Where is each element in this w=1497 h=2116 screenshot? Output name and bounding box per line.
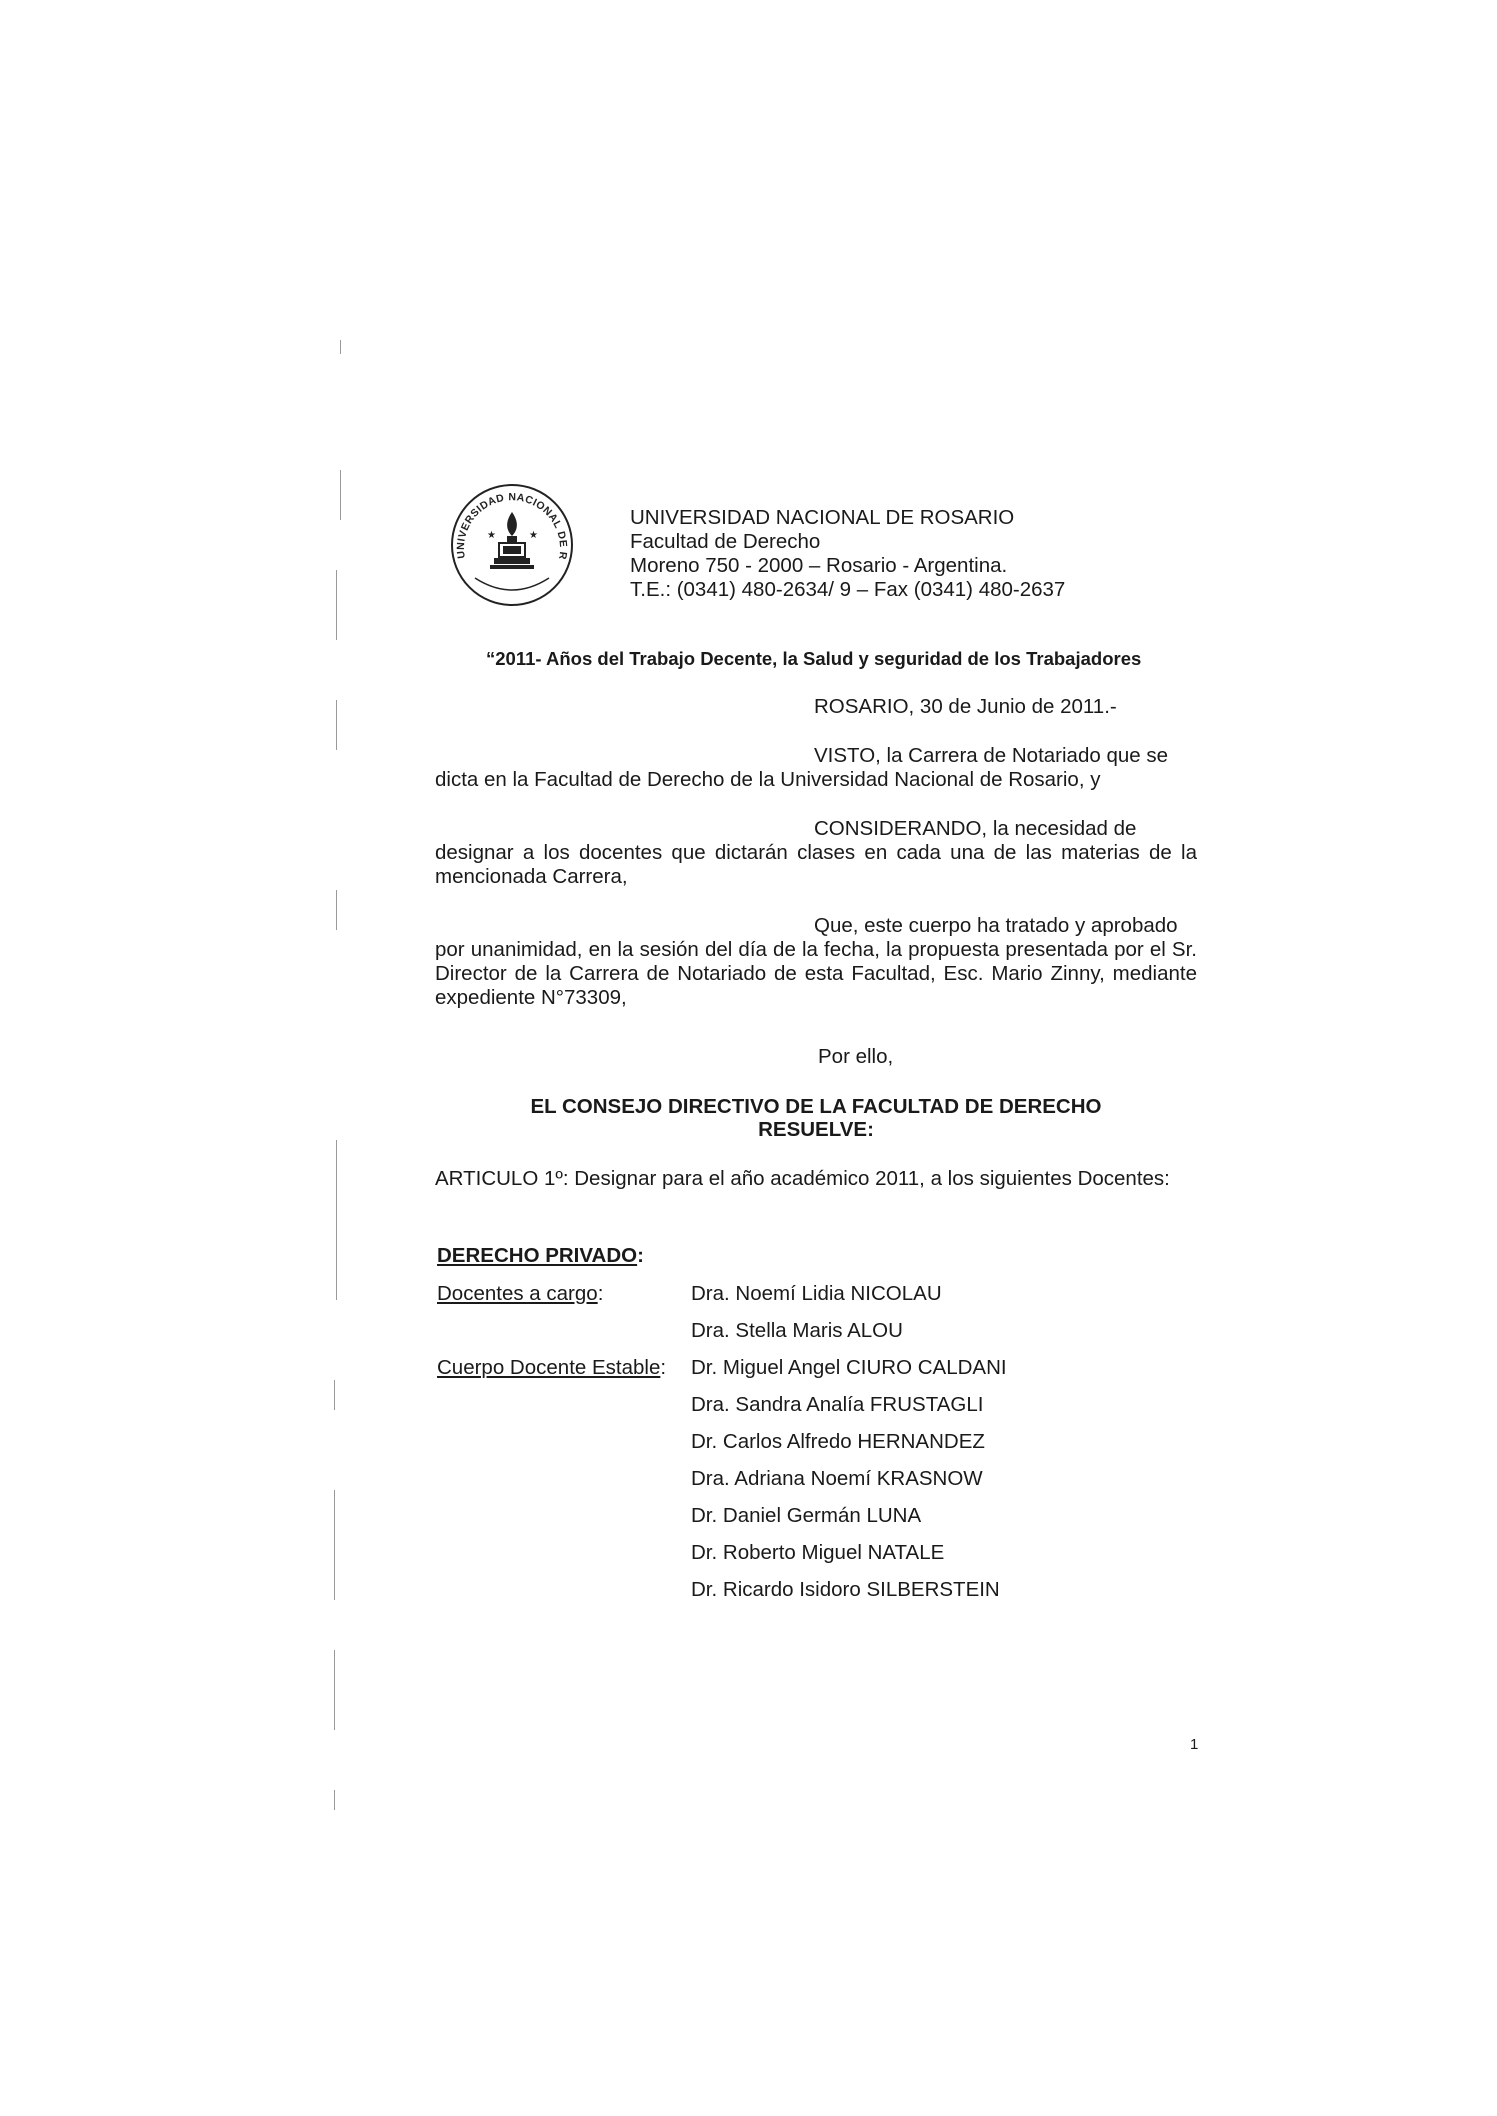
svg-text:★: ★ bbox=[529, 530, 538, 541]
cuerpo-docente-label-colon: : bbox=[660, 1356, 667, 1379]
docentes-a-cargo-label-colon: : bbox=[597, 1282, 604, 1305]
scan-speck bbox=[336, 1140, 337, 1300]
section-title bbox=[437, 1244, 644, 1268]
que-rest: por unanimidad, en la sesión del día de la fecha, la propuesta presentada por el Sr. Director de la Carrera de Notariado de esta Facultad, Esc. Mario Zinny, mediante expediente N°73309, bbox=[435, 938, 1197, 1009]
que-paragraph bbox=[435, 914, 1197, 1010]
cuerpo-docente-name: Dr. Daniel Germán LUNA bbox=[691, 1504, 922, 1527]
visto-lead: VISTO, la Carrera de Notariado que se bbox=[814, 744, 1168, 767]
cuerpo-docente-label bbox=[437, 1356, 666, 1380]
section-title-text: DERECHO PRIVADO bbox=[437, 1244, 638, 1267]
docente-a-cargo-name: Dra. Stella Maris ALOU bbox=[691, 1319, 903, 1342]
section-title-colon: : bbox=[637, 1244, 644, 1267]
docentes-a-cargo-label-text: Docentes a cargo bbox=[437, 1282, 598, 1305]
consejo-heading bbox=[435, 1095, 1197, 1141]
scan-speck bbox=[334, 1790, 335, 1810]
svg-text:★: ★ bbox=[487, 530, 496, 541]
faculty-name: Facultad de Derecho bbox=[630, 530, 821, 553]
scan-speck bbox=[340, 340, 341, 354]
que-lead: Que, este cuerpo ha tratado y aprobado bbox=[814, 914, 1178, 937]
considerando-paragraph bbox=[435, 817, 1197, 889]
consejo-line2: RESUELVE: bbox=[758, 1118, 874, 1141]
letterhead bbox=[630, 506, 1065, 602]
scan-speck bbox=[336, 890, 337, 930]
scan-speck bbox=[340, 470, 341, 520]
document-date: ROSARIO, 30 de Junio de 2011.- bbox=[814, 695, 1117, 718]
cuerpo-docente-name: Dra. Adriana Noemí KRASNOW bbox=[691, 1467, 983, 1490]
consejo-line1: EL CONSEJO DIRECTIVO DE LA FACULTAD DE DERECHO bbox=[530, 1095, 1102, 1118]
considerando-lead: CONSIDERANDO, la necesidad de bbox=[814, 817, 1137, 840]
por-ello: Por ello, bbox=[818, 1045, 894, 1068]
visto-rest: dicta en la Facultad de Derecho de la Universidad Nacional de Rosario, y bbox=[435, 768, 1101, 791]
svg-text:UNIVERSIDAD NACIONAL DE ROSARI: UNIVERSIDAD NACIONAL DE R bbox=[454, 491, 570, 561]
cuerpo-docente-name: Dr. Roberto Miguel NATALE bbox=[691, 1541, 945, 1564]
scan-speck bbox=[334, 1490, 335, 1600]
university-seal bbox=[447, 480, 577, 610]
visto-paragraph bbox=[435, 744, 1197, 792]
scan-speck bbox=[336, 570, 337, 640]
scan-speck bbox=[334, 1650, 335, 1730]
address: Moreno 750 - 2000 – Rosario - Argentina. bbox=[630, 554, 1008, 577]
page-number: 1 bbox=[1190, 1736, 1199, 1753]
cuerpo-docente-name: Dr. Miguel Angel CIURO CALDANI bbox=[691, 1356, 1007, 1379]
cuerpo-docente-name: Dra. Sandra Analía FRUSTAGLI bbox=[691, 1393, 984, 1416]
scan-speck bbox=[334, 1380, 335, 1410]
cuerpo-docente-name: Dr. Ricardo Isidoro SILBERSTEIN bbox=[691, 1578, 1000, 1601]
docente-a-cargo-name: Dra. Noemí Lidia NICOLAU bbox=[691, 1282, 942, 1305]
considerando-rest: designar a los docentes que dictarán clases en cada una de las materias de la mencionada Carrera, bbox=[435, 841, 1197, 888]
scan-speck bbox=[336, 700, 337, 750]
articulo-1: ARTICULO 1º: Designar para el año académico 2011, a los siguientes Docentes: bbox=[435, 1167, 1170, 1190]
phone-fax: T.E.: (0341) 480-2634/ 9 – Fax (0341) 480-2637 bbox=[630, 578, 1066, 601]
cuerpo-docente-label-text: Cuerpo Docente Estable bbox=[437, 1356, 661, 1379]
cuerpo-docente-name: Dr. Carlos Alfredo HERNANDEZ bbox=[691, 1430, 985, 1453]
university-name: UNIVERSIDAD NACIONAL DE ROSARIO bbox=[630, 506, 1015, 529]
year-motto: “2011- Años del Trabajo Decente, la Salud y seguridad de los Trabajadores bbox=[486, 648, 1142, 669]
docentes-a-cargo-label bbox=[437, 1282, 603, 1306]
